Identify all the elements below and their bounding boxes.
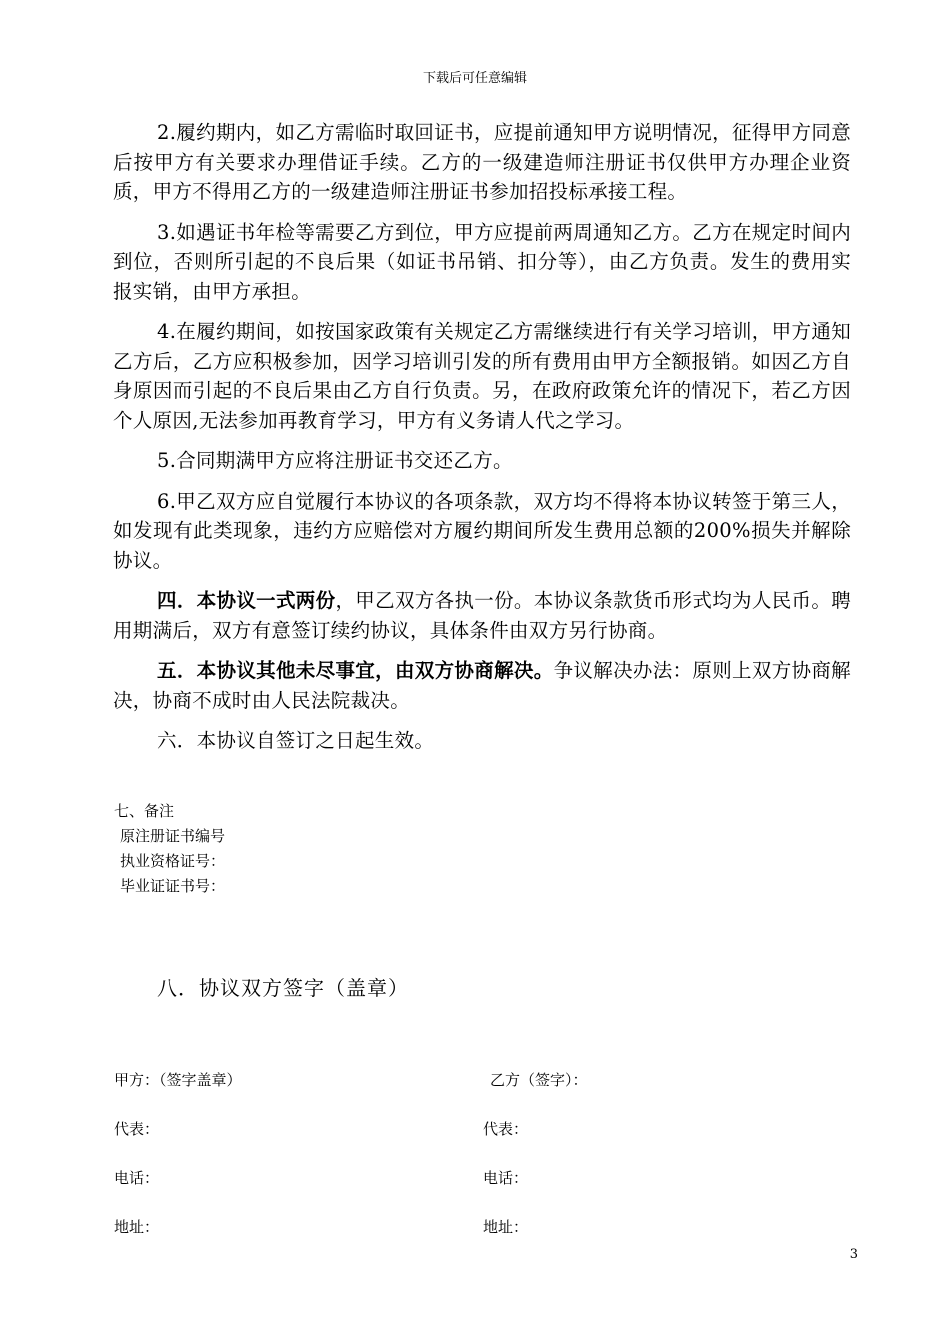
section-5	[113, 656, 851, 715]
party-a-representative: 代表：	[114, 1120, 160, 1138]
page-header: 下载后可任意编辑	[422, 71, 527, 86]
section-4-text: ，甲乙双方各执一份。本协议条款货币形式均为人民币。聘用期满后，双方有意签订续约协议，具体条件由双方另行协商。	[113, 589, 851, 642]
signature-title: 八．协议双方签字（盖章）	[157, 976, 409, 1000]
clause-5: 5.合同期满甲方应将注册证书交还乙方。	[157, 449, 513, 472]
party-b-label: 乙方（签字）：	[490, 1071, 588, 1089]
section-5-heading: 五．本协议其他未尽事宜，由双方协商解决。	[157, 659, 554, 682]
contract-body	[113, 118, 851, 767]
section-5-text: 争议解决办法：原则上双方协商解决，协商不成时由人民法院裁决。	[113, 659, 851, 712]
notes-title: 七、备注	[114, 802, 175, 820]
party-a-label: 甲方：（签字盖章）	[114, 1071, 242, 1089]
party-b-phone: 电话：	[483, 1169, 529, 1187]
party-a-address: 地址：	[114, 1218, 160, 1236]
party-b-representative: 代表：	[483, 1120, 529, 1138]
clause-4: 4.在履约期间，如按国家政策有关规定乙方需继续进行有关学习培训，甲方通知乙方后，乙方应积极参加，因学习培训引发的所有费用由甲方全额报销。如因乙方自身原因而引起的不良后果由乙方自行负责。另，在政府政策允许的情况下，若乙方因个人原因,无法参加再教育学习，甲方有义务请人代之学习。	[113, 320, 851, 432]
party-a-phone: 电话：	[114, 1169, 160, 1187]
party-b-address: 地址：	[483, 1218, 529, 1236]
page-number: 3	[849, 1247, 858, 1262]
section-4	[113, 586, 851, 645]
clause-3: 3.如遇证书年检等需要乙方到位，甲方应提前两周通知乙方。乙方在规定时间内到位，否则所引起的不良后果（如证书吊销、扣分等），由乙方负责。发生的费用实报实销，由甲方承担。	[113, 220, 851, 303]
section-6: 六．本协议自签订之日起生效。	[157, 729, 435, 752]
section-4-heading: 四．本协议一式两份	[157, 589, 336, 612]
qualification-number-label: 执业资格证号：	[120, 852, 226, 870]
clause-6: 6.甲乙双方应自觉履行本协议的各项条款，双方均不得将本协议转签于第三人，如发现有此类现象，违约方应赔偿对方履约期间所发生费用总额的200%损失并解除协议。	[113, 489, 851, 572]
notes-section	[114, 799, 225, 899]
graduation-number-label: 毕业证证书号：	[120, 877, 226, 895]
clause-2: 2.履约期内，如乙方需临时取回证书，应提前通知甲方说明情况，征得甲方同意后按甲方有关要求办理借证手续。乙方的一级建造师注册证书仅供甲方办理企业资质，甲方不得用乙方的一级建造师注册证书参加招投标承接工程。	[113, 121, 851, 203]
cert-number-label: 原注册证书编号	[120, 827, 226, 845]
